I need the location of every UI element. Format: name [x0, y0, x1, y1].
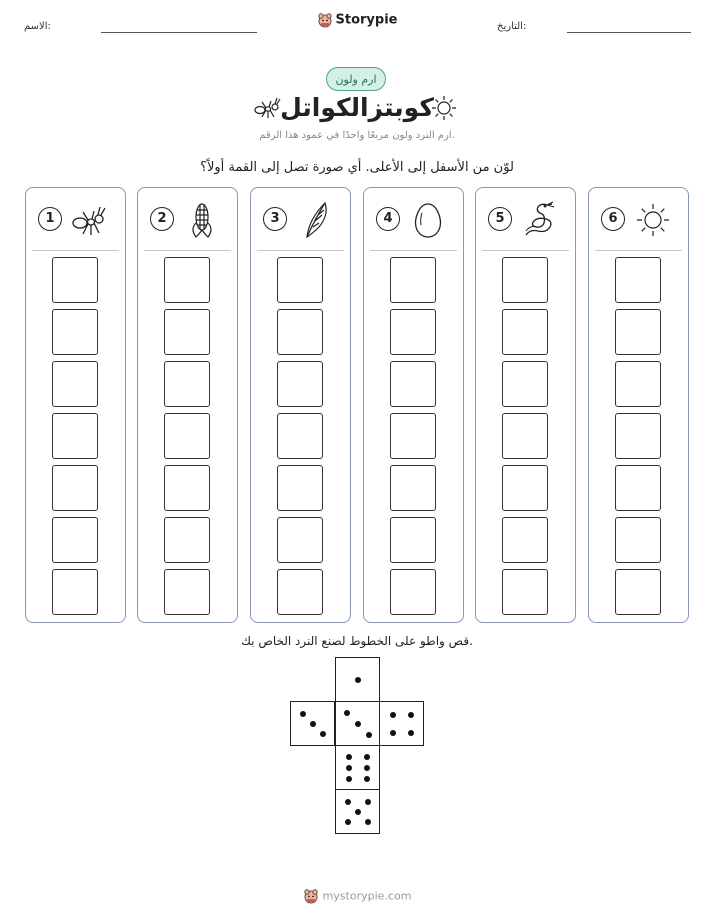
color-square[interactable]	[502, 413, 548, 459]
dice-instruction: قص واطو على الخطوط لصنع النرد الخاص بك.	[241, 634, 473, 648]
column-divider	[595, 250, 682, 251]
color-square[interactable]	[615, 569, 661, 615]
column-number: 2	[150, 207, 174, 231]
date-line[interactable]	[567, 32, 691, 33]
name-line[interactable]	[101, 32, 257, 33]
column-2	[137, 187, 238, 623]
column-divider	[32, 250, 119, 251]
color-square[interactable]	[52, 465, 98, 511]
color-square[interactable]	[164, 257, 210, 303]
dice-face-3	[290, 701, 335, 746]
color-square[interactable]	[390, 309, 436, 355]
dice-face-6	[335, 745, 380, 790]
pip	[355, 809, 361, 815]
pip	[366, 732, 372, 738]
pip	[346, 765, 352, 771]
color-square[interactable]	[277, 413, 323, 459]
brand-logo	[0, 12, 714, 28]
date-label: التاريخ:	[497, 21, 527, 32]
column-number: 1	[38, 207, 62, 231]
question: لوّن من الأسفل إلى الأعلى. أي صورة تصل إلى القمة أولاً؟	[200, 160, 514, 175]
color-square[interactable]	[164, 309, 210, 355]
column-number: 3	[263, 207, 287, 231]
storypie-logo-icon	[303, 888, 319, 904]
pip	[390, 730, 396, 736]
column-number: 6	[601, 207, 625, 231]
pip	[408, 730, 414, 736]
dice-face-1b	[335, 701, 380, 746]
color-square[interactable]	[277, 569, 323, 615]
egg-icon	[408, 201, 448, 239]
color-square[interactable]	[52, 569, 98, 615]
dice-face-1	[335, 657, 380, 702]
footer-url[interactable]: mystorypie.com	[322, 889, 412, 903]
column-divider	[370, 250, 457, 251]
dice-face-5	[335, 789, 380, 834]
color-square[interactable]	[164, 361, 210, 407]
color-square[interactable]	[52, 517, 98, 563]
color-square[interactable]	[615, 465, 661, 511]
color-square[interactable]	[52, 257, 98, 303]
column-divider	[144, 250, 231, 251]
column-number: 4	[376, 207, 400, 231]
color-square[interactable]	[502, 309, 548, 355]
color-square[interactable]	[502, 517, 548, 563]
color-square[interactable]	[615, 517, 661, 563]
subtitle: ارم النرد ولون مربعًا واحدًا في عمود هذا الرقم.	[259, 130, 455, 141]
pip	[344, 710, 350, 716]
column-divider	[257, 250, 344, 251]
page-title: كوبتزالكواتل	[280, 93, 434, 122]
column-3	[250, 187, 351, 623]
pip	[346, 754, 352, 760]
pip	[364, 754, 370, 760]
name-label: الاسم:	[24, 21, 51, 32]
pip	[355, 677, 361, 683]
column-number: 5	[488, 207, 512, 231]
serpent-icon	[520, 201, 560, 239]
corn-icon	[182, 201, 222, 239]
column-4	[363, 187, 464, 623]
sun-icon	[633, 201, 673, 239]
color-square[interactable]	[164, 569, 210, 615]
color-square[interactable]	[277, 465, 323, 511]
color-square[interactable]	[277, 309, 323, 355]
color-square[interactable]	[52, 413, 98, 459]
color-square[interactable]	[502, 465, 548, 511]
pip	[390, 712, 396, 718]
column-1	[25, 187, 126, 623]
color-square[interactable]	[615, 361, 661, 407]
column-divider	[482, 250, 569, 251]
pip	[345, 819, 351, 825]
feather-icon	[295, 201, 335, 239]
color-square[interactable]	[502, 361, 548, 407]
color-square[interactable]	[277, 517, 323, 563]
activity-badge: ارم ولون	[326, 67, 386, 91]
pip	[408, 712, 414, 718]
color-square[interactable]	[615, 309, 661, 355]
pip	[320, 731, 326, 737]
pip	[364, 765, 370, 771]
pip	[345, 799, 351, 805]
color-square[interactable]	[390, 413, 436, 459]
color-square[interactable]	[390, 361, 436, 407]
color-square[interactable]	[277, 361, 323, 407]
storypie-logo-icon	[317, 12, 333, 28]
ant-icon	[70, 201, 110, 239]
color-square[interactable]	[390, 257, 436, 303]
pip	[365, 799, 371, 805]
brand-name: Storypie	[335, 12, 398, 28]
color-square[interactable]	[615, 413, 661, 459]
color-square[interactable]	[52, 309, 98, 355]
footer	[0, 888, 714, 904]
pip	[365, 819, 371, 825]
color-square[interactable]	[164, 517, 210, 563]
pip	[364, 776, 370, 782]
color-square[interactable]	[52, 361, 98, 407]
color-square[interactable]	[164, 413, 210, 459]
pip	[300, 711, 306, 717]
sun-icon	[430, 94, 458, 122]
color-square[interactable]	[164, 465, 210, 511]
color-square[interactable]	[390, 569, 436, 615]
pip	[310, 721, 316, 727]
color-square[interactable]	[502, 257, 548, 303]
color-square[interactable]	[277, 257, 323, 303]
pip	[355, 721, 361, 727]
dice-face-4	[379, 701, 424, 746]
column-5	[475, 187, 576, 623]
color-square[interactable]	[502, 569, 548, 615]
color-square[interactable]	[615, 257, 661, 303]
color-square[interactable]	[390, 465, 436, 511]
color-square[interactable]	[390, 517, 436, 563]
column-6	[588, 187, 689, 623]
pip	[346, 776, 352, 782]
